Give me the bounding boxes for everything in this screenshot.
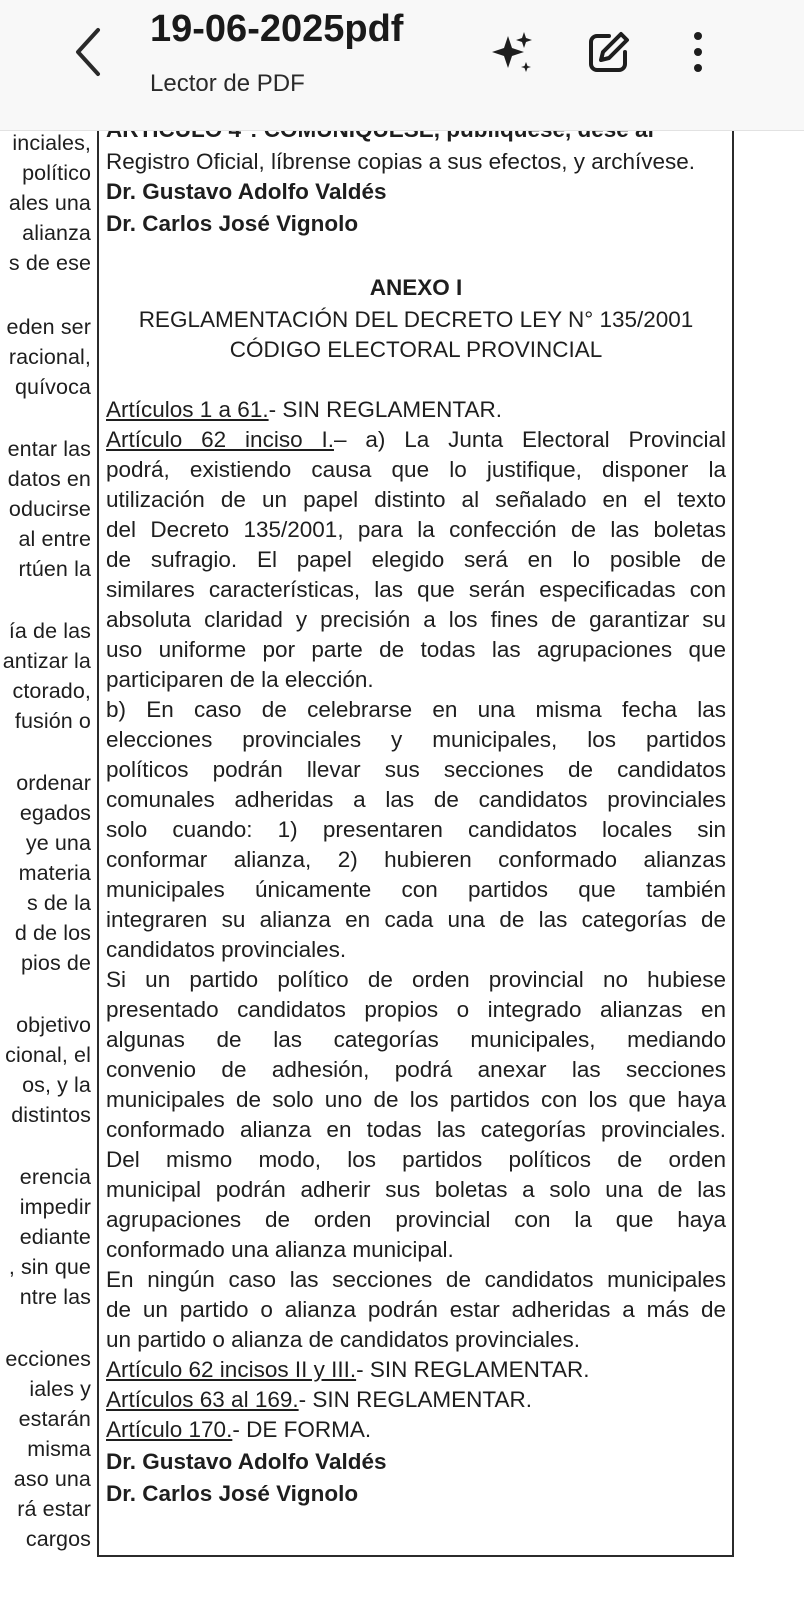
left-line: ctorado, <box>12 679 91 703</box>
article-line <box>106 425 726 455</box>
page-bottom-border <box>97 1555 734 1557</box>
article-text: - SIN REGLAMENTAR. <box>268 397 502 422</box>
left-column-text <box>0 131 97 1600</box>
app-bar <box>0 0 804 131</box>
left-line: s de la <box>26 891 91 915</box>
left-line: ediante <box>19 1225 91 1249</box>
left-line: eden ser <box>6 315 91 339</box>
left-line: entar las <box>7 437 91 461</box>
more-options-icon[interactable] <box>676 28 724 76</box>
left-line: fusión o <box>14 709 91 733</box>
article-text: – a) La Junta Electoral Provincial <box>333 427 727 452</box>
body-line: de un partido o alianza podrán estar adheridas a más de <box>106 1297 726 1322</box>
body-line: un partido o alianza de candidatos provinciales. <box>106 1327 581 1352</box>
body-line: absoluta claridad y precisión a los fines de garantizar su <box>106 607 726 632</box>
left-line: pios de <box>20 951 91 975</box>
article-ref: Artículo 62 incisos II y III. <box>106 1357 357 1382</box>
left-line: alianza <box>22 221 91 245</box>
signature: Dr. Carlos José Vignolo <box>106 1481 359 1506</box>
body-line: de sufragio. El papel elegido será en lo posible de <box>106 547 726 572</box>
left-line: distintos <box>11 1103 91 1127</box>
left-line: ntre las <box>19 1285 91 1309</box>
body-line: Si un partido político de orden provincial no hubiese <box>106 967 726 992</box>
body-line: solo cuando: 1) presentaren candidatos locales sin <box>106 817 726 842</box>
article-ref: Artículo 170. <box>106 1417 233 1442</box>
left-line: misma <box>27 1437 91 1461</box>
left-line: erencia <box>19 1165 91 1189</box>
left-line: iales y <box>29 1377 91 1401</box>
ai-sparkle-icon[interactable] <box>488 28 536 76</box>
body-line: participaren de la elección. <box>106 667 374 692</box>
body-line: similares características, las que serán especificadas con <box>106 577 726 602</box>
body-line: En ningún caso las secciones de candidatos municipales <box>106 1267 726 1292</box>
signature: Dr. Carlos José Vignolo <box>106 211 359 236</box>
body-line: conformar alianza, 2) hubieren conformado alianzas <box>106 847 726 872</box>
left-line: impedir <box>19 1195 91 1219</box>
left-line: estarán <box>18 1407 91 1431</box>
article-line <box>106 1355 726 1385</box>
body-line: agrupaciones de orden provincial con la que haya <box>106 1207 726 1232</box>
left-line: ordenar <box>16 771 91 795</box>
left-line: oducirse <box>8 497 91 521</box>
left-line: ye una <box>25 831 91 855</box>
body-line: utilización de un papel distinto al señalado en el texto <box>106 487 726 512</box>
left-line: al entre <box>18 527 91 551</box>
body-line: municipal podrán adherir sus boletas a solo una de las <box>106 1177 726 1202</box>
article-line <box>106 1385 726 1415</box>
left-line: antizar la <box>2 649 91 673</box>
body-line: elecciones provinciales y municipales, los partidos <box>106 727 726 752</box>
signature: Dr. Gustavo Adolfo Valdés <box>106 1449 387 1474</box>
left-line: inciales, <box>12 131 91 155</box>
left-line: quívoca <box>14 375 91 399</box>
body-line: Del mismo modo, los partidos políticos de orden <box>106 1147 726 1172</box>
body-line: algunas de las categorías municipales, mediando <box>106 1027 726 1052</box>
left-line: rtúen la <box>18 557 91 581</box>
back-arrow-icon[interactable] <box>72 26 112 78</box>
body-line: municipales únicamente con partidos que también <box>106 877 726 902</box>
left-line: egados <box>19 801 91 825</box>
body-line: del Decreto 135/2001, para la confección de las boletas <box>106 517 726 542</box>
viewer-subtitle: Lector de PDF <box>150 70 305 97</box>
body-line: uso uniforme por parte de todas las agrupaciones que <box>106 637 726 662</box>
body-line: comunales adheridas a las de candidatos provinciales <box>106 787 726 812</box>
left-line: d de los <box>14 921 91 945</box>
annex-subtitle: REGLAMENTACIÓN DEL DECRETO LEY N° 135/2001 <box>138 307 694 332</box>
left-line: ía de las <box>8 619 91 643</box>
body-line: conformado una alianza municipal. <box>106 1237 454 1262</box>
pdf-page[interactable] <box>0 131 804 1600</box>
article-text: - SIN REGLAMENTAR. <box>298 1387 532 1412</box>
body-line: convenio de adhesión, podrá anexar las secciones <box>106 1057 726 1082</box>
article-text: - DE FORMA. <box>232 1417 372 1442</box>
file-title: 19-06-2025pdf <box>150 8 404 50</box>
left-line: materia <box>18 861 91 885</box>
left-line: político <box>22 161 91 185</box>
left-line: os, y la <box>22 1073 91 1097</box>
left-line: objetivo <box>16 1013 91 1037</box>
article-text: - SIN REGLAMENTAR. <box>356 1357 590 1382</box>
left-line: ales una <box>8 191 91 215</box>
body-line: integraren su alianza en cada una de las categorías de <box>106 907 726 932</box>
left-line: s de ese <box>8 251 91 275</box>
signature: Dr. Gustavo Adolfo Valdés <box>106 179 387 204</box>
edit-icon[interactable] <box>585 28 633 76</box>
article-ref: Artículo 62 inciso I. <box>106 427 334 452</box>
left-line: cional, el <box>5 1043 91 1067</box>
annex-title: ANEXO I <box>369 275 463 300</box>
page-border <box>732 131 734 1557</box>
article-line <box>106 1415 726 1445</box>
left-line: rá estar <box>17 1497 91 1521</box>
article-line <box>106 395 726 425</box>
body-line: candidatos provinciales. <box>106 937 347 962</box>
body-line: presentado candidatos propios o integrado alianzas en <box>106 997 726 1022</box>
body-line: conformado alianza en todas las categorías provinciales. <box>106 1117 726 1142</box>
body-line: b) En caso de celebrarse en una misma fecha las <box>106 697 726 722</box>
body-line: podrá, existiendo causa que lo justifique, disponer la <box>106 457 726 482</box>
left-line: racional, <box>8 345 91 369</box>
column-divider <box>97 131 99 1557</box>
annex-subtitle: CÓDIGO ELECTORAL PROVINCIAL <box>229 337 603 362</box>
article-ref: Artículos 63 al 169. <box>106 1387 299 1412</box>
left-line: datos en <box>7 467 91 491</box>
body-line: políticos podrán llevar sus secciones de candidatos <box>106 757 726 782</box>
left-line: ecciones <box>5 1347 91 1371</box>
left-line: cargos <box>25 1527 91 1551</box>
article-4-line: Registro Oficial, líbrense copias a sus efectos, y archívese. <box>106 149 696 174</box>
body-line: municipales de solo uno de los partidos con los que haya <box>106 1087 726 1112</box>
left-line: aso una <box>13 1467 91 1491</box>
article-ref: Artículos 1 a 61. <box>106 397 269 422</box>
left-line: , sin que <box>8 1255 91 1279</box>
